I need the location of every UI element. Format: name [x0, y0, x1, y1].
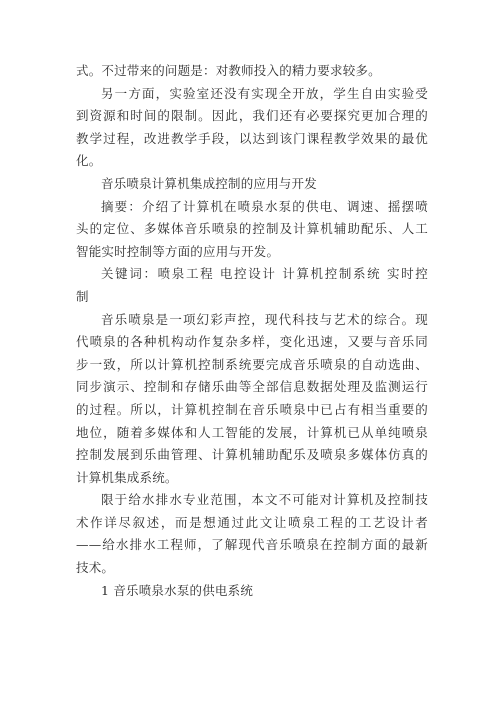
text-line: 同步演示、控制和存储乐曲等全部信息数据处理及监测运行	[76, 379, 428, 395]
text-line: 头的定位、多媒体音乐喷泉的控制及计算机辅助配乐、人工	[76, 221, 428, 237]
text-line: 限于给水排水专业范围，本文不可能对计算机及控制技	[101, 492, 428, 508]
text-line: 另一方面，实验室还没有实现全开放，学生自由实验受	[101, 85, 428, 101]
text-line: 式。不过带来的问题是：对教师投入的精力要求较多。	[76, 63, 381, 78]
document-body	[76, 60, 428, 602]
text-line: 步一致，所以计算机控制系统要完成音乐喷泉的自动选曲、	[76, 356, 428, 372]
text-line: 制	[76, 288, 89, 304]
text-line: 音乐喷泉是一项幻彩声控，现代科技与艺术的综合。现	[101, 311, 428, 327]
section-heading: 1 音乐喷泉水泵的供电系统	[101, 582, 254, 598]
text-line: 计算机集成系统。	[76, 469, 178, 485]
text-line: ——给水排水工程师，了解现代音乐喷泉在控制方面的最新	[76, 537, 428, 553]
text-line: 智能实时控制等方面的应用与开发。	[76, 243, 280, 259]
text-line: 到资源和时间的限制。因此，我们还有必要探究更加合理的	[76, 108, 428, 124]
text-line: 地位，随着多媒体和人工智能的发展，计算机已从单纯喷泉	[76, 424, 428, 440]
keywords-line: 关键词：喷泉工程 电控设计 计算机控制系统 实时控	[101, 266, 428, 282]
text-line: 控制发展到乐曲管理、计算机辅助配乐及喷泉多媒体仿真的	[76, 447, 428, 463]
text-line: 教学过程，改进教学手段，以达到该门课程教学效果的最优	[76, 130, 428, 146]
section-title: 音乐喷泉计算机集成控制的应用与开发	[101, 175, 317, 191]
text-line: 化。	[76, 153, 102, 169]
text-line: 技术。	[76, 560, 115, 576]
text-line: 术作详尽叙述，而是想通过此文让喷泉工程的工艺设计者	[76, 514, 428, 530]
text-line: 摘要：介绍了计算机在喷泉水泵的供电、调速、摇摆喷	[101, 198, 428, 214]
text-line: 代喷泉的各种机构动作复杂多样，变化迅速，又要与音乐同	[76, 334, 428, 350]
text-line: 的过程。所以，计算机控制在音乐喷泉中已占有相当重要的	[76, 401, 428, 417]
